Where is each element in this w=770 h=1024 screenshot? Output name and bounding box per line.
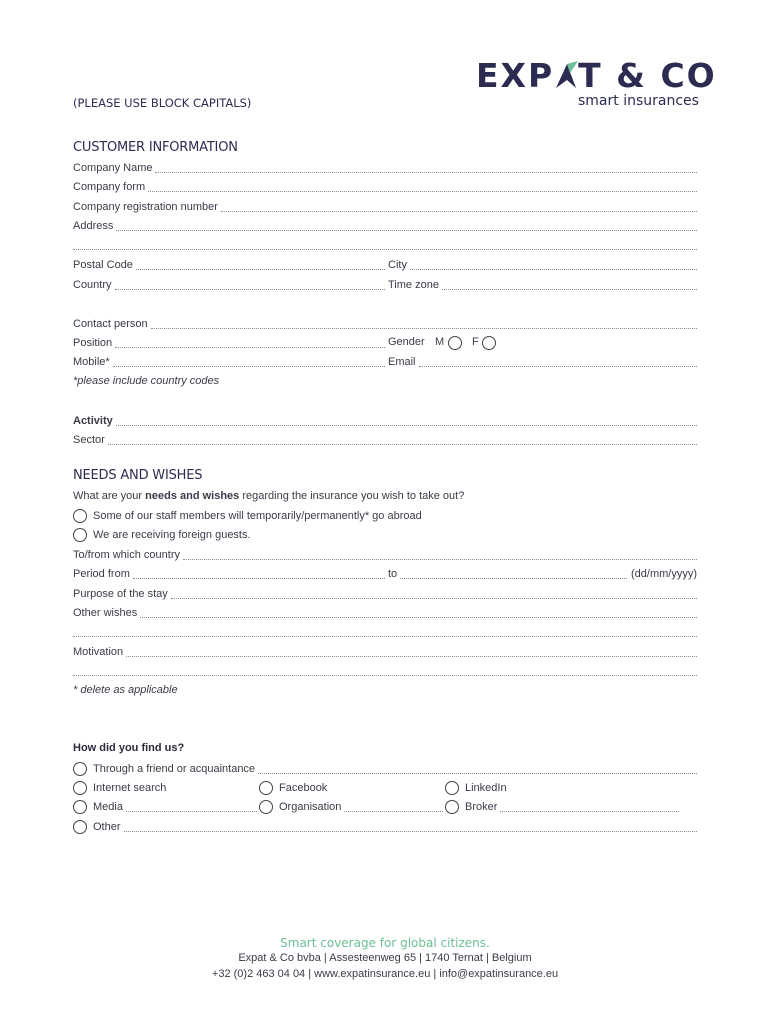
option-facebook[interactable]: [259, 781, 327, 795]
media-label: Media: [93, 800, 123, 813]
footer-address: Expat & Co bvba | Assesteenweg 65 | 1740 Ternat | Belgium: [238, 952, 532, 964]
country-field[interactable]: [73, 278, 385, 292]
position-label: Position: [73, 337, 113, 349]
logo-subtitle: smart insurances: [578, 93, 699, 109]
sector-field[interactable]: [73, 433, 697, 447]
foreign-guests-label: We are receiving foreign guests.: [93, 528, 251, 541]
motivation-label: Motivation: [73, 646, 124, 658]
internet-radio[interactable]: [73, 781, 87, 795]
address-field[interactable]: [73, 219, 697, 233]
motivation-second-line[interactable]: [73, 675, 697, 676]
mobile-field[interactable]: [73, 355, 385, 369]
broker-label: Broker: [465, 800, 498, 813]
needs-wishes-title: NEEDS AND WISHES: [73, 468, 203, 483]
postal-code-field[interactable]: [73, 258, 385, 272]
city-field[interactable]: [388, 258, 697, 272]
activity-field[interactable]: [73, 414, 697, 428]
period-from-label: Period from: [73, 568, 130, 580]
linkedin-label: LinkedIn: [465, 781, 507, 794]
needs-question: What are your needs and wishes regarding the insurance you wish to take out?: [73, 490, 465, 502]
address-second-line[interactable]: [73, 249, 697, 250]
motivation-field[interactable]: [73, 645, 697, 659]
company-name-field[interactable]: [73, 161, 697, 175]
gender-f-label: F: [472, 336, 479, 348]
option-foreign-guests[interactable]: [73, 528, 251, 542]
friend-radio[interactable]: [73, 762, 87, 776]
staff-abroad-radio[interactable]: [73, 509, 87, 523]
date-format-hint: (dd/mm/yyyy): [631, 568, 697, 580]
position-field[interactable]: [73, 336, 385, 350]
other-wishes-second-line[interactable]: [73, 636, 697, 637]
period-from-field[interactable]: [73, 567, 385, 581]
option-other[interactable]: [73, 820, 697, 834]
gender-m-radio[interactable]: [448, 336, 462, 350]
activity-label: Activity: [73, 415, 113, 427]
time-zone-field[interactable]: [388, 278, 697, 292]
country-codes-note: *please include country codes: [73, 375, 220, 387]
option-staff-abroad[interactable]: [73, 509, 422, 523]
customer-information-title: CUSTOMER INFORMATION: [73, 140, 238, 155]
postal-code-label: Postal Code: [73, 259, 133, 271]
address-label: Address: [73, 220, 114, 232]
facebook-radio[interactable]: [259, 781, 273, 795]
company-form-field[interactable]: [73, 180, 697, 194]
to-from-country-label: To/from which country: [73, 549, 180, 561]
sector-label: Sector: [73, 434, 105, 446]
paper-plane-icon: [554, 58, 578, 86]
gender-label: Gender: [388, 336, 425, 348]
friend-label: Through a friend or acquaintance: [93, 762, 256, 775]
block-capitals-note: (PLEASE USE BLOCK CAPITALS): [73, 96, 252, 110]
purpose-field[interactable]: [73, 587, 697, 601]
other-wishes-field[interactable]: [73, 606, 697, 620]
mobile-label: Mobile*: [73, 356, 110, 368]
other-wishes-label: Other wishes: [73, 607, 138, 619]
company-registration-field[interactable]: [73, 200, 697, 214]
option-media[interactable]: [73, 800, 257, 814]
footer-tagline: Smart coverage for global citizens.: [280, 936, 490, 950]
staff-abroad-label: Some of our staff members will temporarily/permanently* go abroad: [93, 509, 422, 522]
gender-m-label: M: [435, 336, 445, 348]
broker-radio[interactable]: [445, 800, 459, 814]
footer-contact: +32 (0)2 463 04 04 | www.expatinsurance.eu | info@expatinsurance.eu: [211, 968, 559, 980]
time-zone-label: Time zone: [388, 279, 439, 291]
period-to-field[interactable]: [388, 567, 697, 581]
option-internet[interactable]: [73, 781, 166, 795]
gender-f-radio[interactable]: [482, 336, 496, 350]
city-label: City: [388, 259, 407, 271]
contact-person-field[interactable]: [73, 317, 697, 331]
internet-label: Internet search: [93, 781, 167, 794]
logo-text-left: EXP: [476, 56, 555, 95]
media-radio[interactable]: [73, 800, 87, 814]
company-form-label: Company form: [73, 181, 146, 193]
other-radio[interactable]: [73, 820, 87, 834]
option-linkedin[interactable]: [445, 781, 507, 795]
email-label: Email: [388, 356, 416, 368]
option-broker[interactable]: [445, 800, 679, 814]
organisation-radio[interactable]: [259, 800, 273, 814]
contact-person-label: Contact person: [73, 318, 148, 330]
delete-note: * delete as applicable: [73, 684, 178, 696]
organisation-label: Organisation: [279, 800, 342, 813]
linkedin-radio[interactable]: [445, 781, 459, 795]
to-from-country-field[interactable]: [73, 548, 697, 562]
logo: [476, 56, 717, 95]
how-found-title: How did you find us?: [73, 742, 185, 754]
company-registration-label: Company registration number: [73, 201, 218, 213]
logo-text-right: T & CO: [578, 56, 717, 95]
purpose-label: Purpose of the stay: [73, 588, 168, 600]
option-organisation[interactable]: [259, 800, 443, 814]
facebook-label: Facebook: [279, 781, 328, 794]
country-label: Country: [73, 279, 112, 291]
company-name-label: Company Name: [73, 162, 153, 174]
option-friend[interactable]: [73, 762, 697, 776]
email-field[interactable]: [388, 355, 697, 369]
period-to-label: to: [388, 568, 398, 580]
other-label: Other: [93, 820, 121, 833]
needs-question-bold: needs and wishes: [145, 490, 240, 502]
foreign-guests-radio[interactable]: [73, 528, 87, 542]
